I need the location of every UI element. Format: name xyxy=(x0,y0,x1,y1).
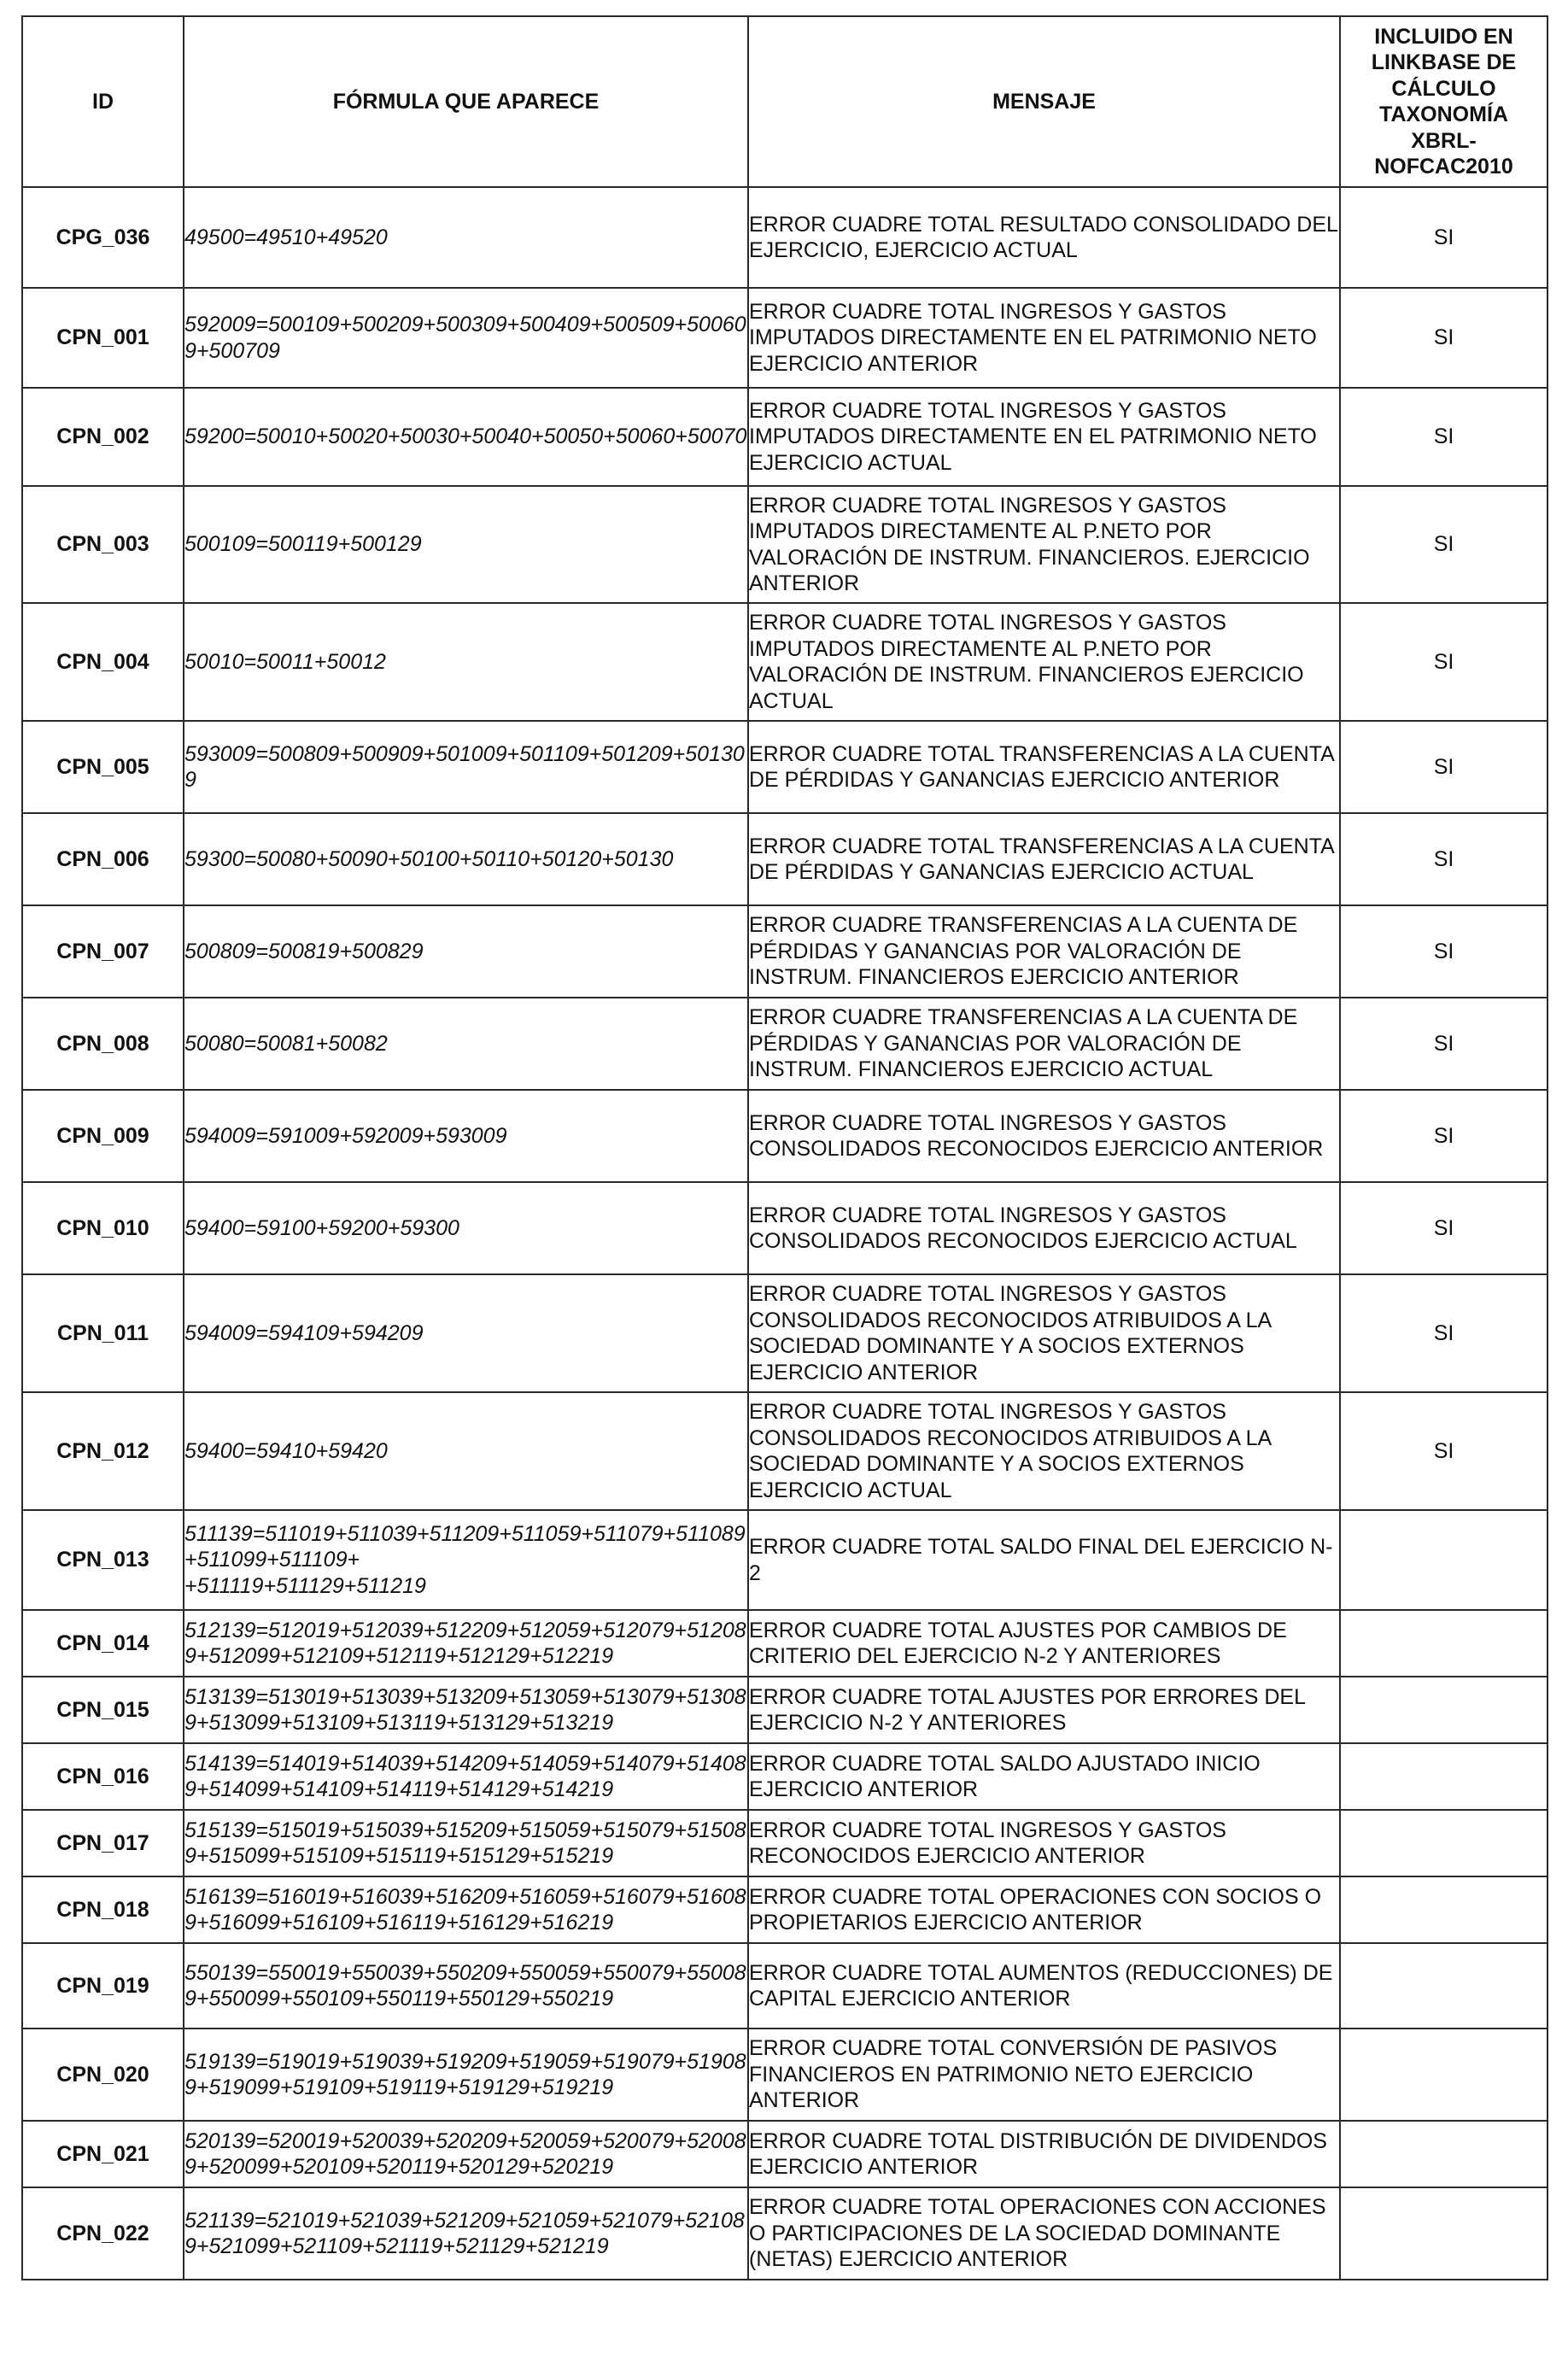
row-mensaje: ERROR CUADRE TOTAL DISTRIBUCIÓN DE DIVIDENDOS EJERCICIO ANTERIOR xyxy=(748,2121,1340,2187)
row-mensaje: ERROR CUADRE TOTAL INGRESOS Y GASTOS IMPUTADOS DIRECTAMENTE EN EL PATRIMONIO NETO EJERCICIO ACTUAL xyxy=(748,388,1340,486)
row-incluido xyxy=(1340,1510,1548,1610)
row-formula: 59400=59100+59200+59300 xyxy=(184,1182,748,1274)
row-mensaje: ERROR CUADRE TOTAL INGRESOS Y GASTOS IMPUTADOS DIRECTAMENTE AL P.NETO POR VALORACIÓN DE INSTRUM. FINANCIEROS. EJERCICIO ANTERIOR xyxy=(748,486,1340,603)
table-row xyxy=(22,998,1548,1090)
row-incluido xyxy=(1340,2121,1548,2187)
row-incluido: SI xyxy=(1340,1182,1548,1274)
row-mensaje: ERROR CUADRE TOTAL INGRESOS Y GASTOS CONSOLIDADOS RECONOCIDOS ATRIBUIDOS A LA SOCIEDAD DOMINANTE Y A SOCIOS EXTERNOS EJERCICIO ANTERIOR xyxy=(748,1274,1340,1392)
row-id: CPN_022 xyxy=(22,2187,184,2280)
table-row xyxy=(22,1274,1548,1392)
row-mensaje: ERROR CUADRE TOTAL AJUSTES POR ERRORES DEL EJERCICIO N-2 Y ANTERIORES xyxy=(748,1677,1340,1743)
row-mensaje: ERROR CUADRE TOTAL OPERACIONES CON SOCIOS O PROPIETARIOS EJERCICIO ANTERIOR xyxy=(748,1876,1340,1943)
row-formula: 511139=511019+511039+511209+511059+511079+511089+511099+511109+ +511119+511129+511219 xyxy=(184,1510,748,1610)
row-incluido: SI xyxy=(1340,813,1548,905)
row-incluido: SI xyxy=(1340,905,1548,998)
row-formula: 516139=516019+516039+516209+516059+516079+516089+516099+516109+516119+516129+516219 xyxy=(184,1876,748,1943)
row-incluido xyxy=(1340,1743,1548,1810)
row-formula: 59300=50080+50090+50100+50110+50120+50130 xyxy=(184,813,748,905)
table-row xyxy=(22,1510,1548,1610)
row-id: CPN_013 xyxy=(22,1510,184,1610)
row-formula: 520139=520019+520039+520209+520059+520079+520089+520099+520109+520119+520129+520219 xyxy=(184,2121,748,2187)
row-incluido: SI xyxy=(1340,1090,1548,1182)
table-row xyxy=(22,486,1548,603)
row-mensaje: ERROR CUADRE TOTAL INGRESOS Y GASTOS RECONOCIDOS EJERCICIO ANTERIOR xyxy=(748,1810,1340,1876)
row-id: CPN_010 xyxy=(22,1182,184,1274)
row-incluido: SI xyxy=(1340,721,1548,813)
row-incluido xyxy=(1340,1810,1548,1876)
table-row xyxy=(22,1677,1548,1743)
row-formula: 521139=521019+521039+521209+521059+521079+521089+521099+521109+521119+521129+521219 xyxy=(184,2187,748,2280)
table-row xyxy=(22,905,1548,998)
row-incluido xyxy=(1340,1943,1548,2029)
row-formula: 514139=514019+514039+514209+514059+514079+514089+514099+514109+514119+514129+514219 xyxy=(184,1743,748,1810)
row-id: CPN_016 xyxy=(22,1743,184,1810)
row-id: CPN_003 xyxy=(22,486,184,603)
row-id: CPN_021 xyxy=(22,2121,184,2187)
row-incluido: SI xyxy=(1340,998,1548,1090)
row-id: CPN_002 xyxy=(22,388,184,486)
row-formula: 50080=50081+50082 xyxy=(184,998,748,1090)
row-formula: 594009=594109+594209 xyxy=(184,1274,748,1392)
row-id: CPN_018 xyxy=(22,1876,184,1943)
row-incluido: SI xyxy=(1340,1392,1548,1510)
header-incluido: INCLUIDO EN LINKBASE DE CÁLCULO TAXONOMÍA XBRL-NOFCAC2010 xyxy=(1340,16,1548,187)
table-row xyxy=(22,187,1548,288)
row-formula: 500109=500119+500129 xyxy=(184,486,748,603)
table-row xyxy=(22,388,1548,486)
row-id: CPG_036 xyxy=(22,187,184,288)
row-mensaje: ERROR CUADRE TOTAL INGRESOS Y GASTOS CONSOLIDADOS RECONOCIDOS EJERCICIO ANTERIOR xyxy=(748,1090,1340,1182)
row-formula: 593009=500809+500909+501009+501109+501209+501309 xyxy=(184,721,748,813)
row-id: CPN_001 xyxy=(22,288,184,388)
table-row xyxy=(22,1182,1548,1274)
row-mensaje: ERROR CUADRE TOTAL AJUSTES POR CAMBIOS DE CRITERIO DEL EJERCICIO N-2 Y ANTERIORES xyxy=(748,1610,1340,1677)
row-incluido xyxy=(1340,2187,1548,2280)
table-row xyxy=(22,813,1548,905)
row-mensaje: ERROR CUADRE TOTAL INGRESOS Y GASTOS CONSOLIDADOS RECONOCIDOS ATRIBUIDOS A LA SOCIEDAD DOMINANTE Y A SOCIOS EXTERNOS EJERCICIO ACTUAL xyxy=(748,1392,1340,1510)
row-mensaje: ERROR CUADRE TOTAL INGRESOS Y GASTOS IMPUTADOS DIRECTAMENTE AL P.NETO POR VALORACIÓN DE INSTRUM. FINANCIEROS EJERCICIO ACTUAL xyxy=(748,603,1340,721)
row-incluido xyxy=(1340,1876,1548,1943)
row-formula: 59200=50010+50020+50030+50040+50050+50060+50070 xyxy=(184,388,748,486)
header-id: ID xyxy=(22,16,184,187)
row-mensaje: ERROR CUADRE TOTAL INGRESOS Y GASTOS IMPUTADOS DIRECTAMENTE EN EL PATRIMONIO NETO EJERCICIO ANTERIOR xyxy=(748,288,1340,388)
row-formula: 500809=500819+500829 xyxy=(184,905,748,998)
row-id: CPN_009 xyxy=(22,1090,184,1182)
row-id: CPN_005 xyxy=(22,721,184,813)
row-mensaje: ERROR CUADRE TOTAL AUMENTOS (REDUCCIONES) DE CAPITAL EJERCICIO ANTERIOR xyxy=(748,1943,1340,2029)
row-formula: 550139=550019+550039+550209+550059+550079+550089+550099+550109+550119+550129+550219 xyxy=(184,1943,748,2029)
table-row xyxy=(22,721,1548,813)
row-formula: 49500=49510+49520 xyxy=(184,187,748,288)
row-incluido: SI xyxy=(1340,288,1548,388)
row-formula: 59400=59410+59420 xyxy=(184,1392,748,1510)
table-row xyxy=(22,1876,1548,1943)
validation-rules-table xyxy=(21,15,1548,2280)
table-row xyxy=(22,1810,1548,1876)
row-formula: 512139=512019+512039+512209+512059+512079+512089+512099+512109+512119+512129+512219 xyxy=(184,1610,748,1677)
row-formula: 50010=50011+50012 xyxy=(184,603,748,721)
row-id: CPN_004 xyxy=(22,603,184,721)
table-row xyxy=(22,1743,1548,1810)
row-incluido xyxy=(1340,2029,1548,2121)
row-mensaje: ERROR CUADRE TOTAL INGRESOS Y GASTOS CONSOLIDADOS RECONOCIDOS EJERCICIO ACTUAL xyxy=(748,1182,1340,1274)
row-id: CPN_006 xyxy=(22,813,184,905)
header-mensaje: MENSAJE xyxy=(748,16,1340,187)
row-id: CPN_007 xyxy=(22,905,184,998)
row-incluido: SI xyxy=(1340,486,1548,603)
row-incluido xyxy=(1340,1610,1548,1677)
row-incluido: SI xyxy=(1340,388,1548,486)
row-mensaje: ERROR CUADRE TOTAL SALDO AJUSTADO INICIO EJERCICIO ANTERIOR xyxy=(748,1743,1340,1810)
row-id: CPN_012 xyxy=(22,1392,184,1510)
row-incluido: SI xyxy=(1340,603,1548,721)
row-id: CPN_019 xyxy=(22,1943,184,2029)
row-formula: 515139=515019+515039+515209+515059+515079+515089+515099+515109+515119+515129+515219 xyxy=(184,1810,748,1876)
table-row xyxy=(22,2187,1548,2280)
row-mensaje: ERROR CUADRE TOTAL OPERACIONES CON ACCIONES O PARTICIPACIONES DE LA SOCIEDAD DOMINANTE (NETAS) EJERCICIO ANTERIOR xyxy=(748,2187,1340,2280)
row-mensaje: ERROR CUADRE TOTAL SALDO FINAL DEL EJERCICIO N-2 xyxy=(748,1510,1340,1610)
row-mensaje: ERROR CUADRE TRANSFERENCIAS A LA CUENTA DE PÉRDIDAS Y GANANCIAS POR VALORACIÓN DE INSTRUM. FINANCIEROS EJERCICIO ACTUAL xyxy=(748,998,1340,1090)
row-mensaje: ERROR CUADRE TOTAL CONVERSIÓN DE PASIVOS FINANCIEROS EN PATRIMONIO NETO EJERCICIO ANTERIOR xyxy=(748,2029,1340,2121)
header-formula: FÓRMULA QUE APARECE xyxy=(184,16,748,187)
row-id: CPN_015 xyxy=(22,1677,184,1743)
row-id: CPN_011 xyxy=(22,1274,184,1392)
table-row xyxy=(22,1090,1548,1182)
table-row xyxy=(22,603,1548,721)
row-id: CPN_020 xyxy=(22,2029,184,2121)
row-mensaje: ERROR CUADRE TOTAL TRANSFERENCIAS A LA CUENTA DE PÉRDIDAS Y GANANCIAS EJERCICIO ANTERIOR xyxy=(748,721,1340,813)
row-incluido: SI xyxy=(1340,1274,1548,1392)
table-row xyxy=(22,2029,1548,2121)
header-row xyxy=(22,16,1548,187)
row-mensaje: ERROR CUADRE TRANSFERENCIAS A LA CUENTA DE PÉRDIDAS Y GANANCIAS POR VALORACIÓN DE INSTRUM. FINANCIEROS EJERCICIO ANTERIOR xyxy=(748,905,1340,998)
row-formula: 519139=519019+519039+519209+519059+519079+519089+519099+519109+519119+519129+519219 xyxy=(184,2029,748,2121)
row-formula: 592009=500109+500209+500309+500409+500509+500609+500709 xyxy=(184,288,748,388)
table-row xyxy=(22,288,1548,388)
table-row xyxy=(22,1610,1548,1677)
row-id: CPN_017 xyxy=(22,1810,184,1876)
row-id: CPN_008 xyxy=(22,998,184,1090)
row-incluido xyxy=(1340,1677,1548,1743)
table-row xyxy=(22,1943,1548,2029)
row-mensaje: ERROR CUADRE TOTAL RESULTADO CONSOLIDADO DEL EJERCICIO, EJERCICIO ACTUAL xyxy=(748,187,1340,288)
table-row xyxy=(22,1392,1548,1510)
table-row xyxy=(22,2121,1548,2187)
table-body xyxy=(22,187,1548,2280)
row-formula: 513139=513019+513039+513209+513059+513079+513089+513099+513109+513119+513129+513219 xyxy=(184,1677,748,1743)
row-formula: 594009=591009+592009+593009 xyxy=(184,1090,748,1182)
row-mensaje: ERROR CUADRE TOTAL TRANSFERENCIAS A LA CUENTA DE PÉRDIDAS Y GANANCIAS EJERCICIO ACTUAL xyxy=(748,813,1340,905)
row-id: CPN_014 xyxy=(22,1610,184,1677)
row-incluido: SI xyxy=(1340,187,1548,288)
